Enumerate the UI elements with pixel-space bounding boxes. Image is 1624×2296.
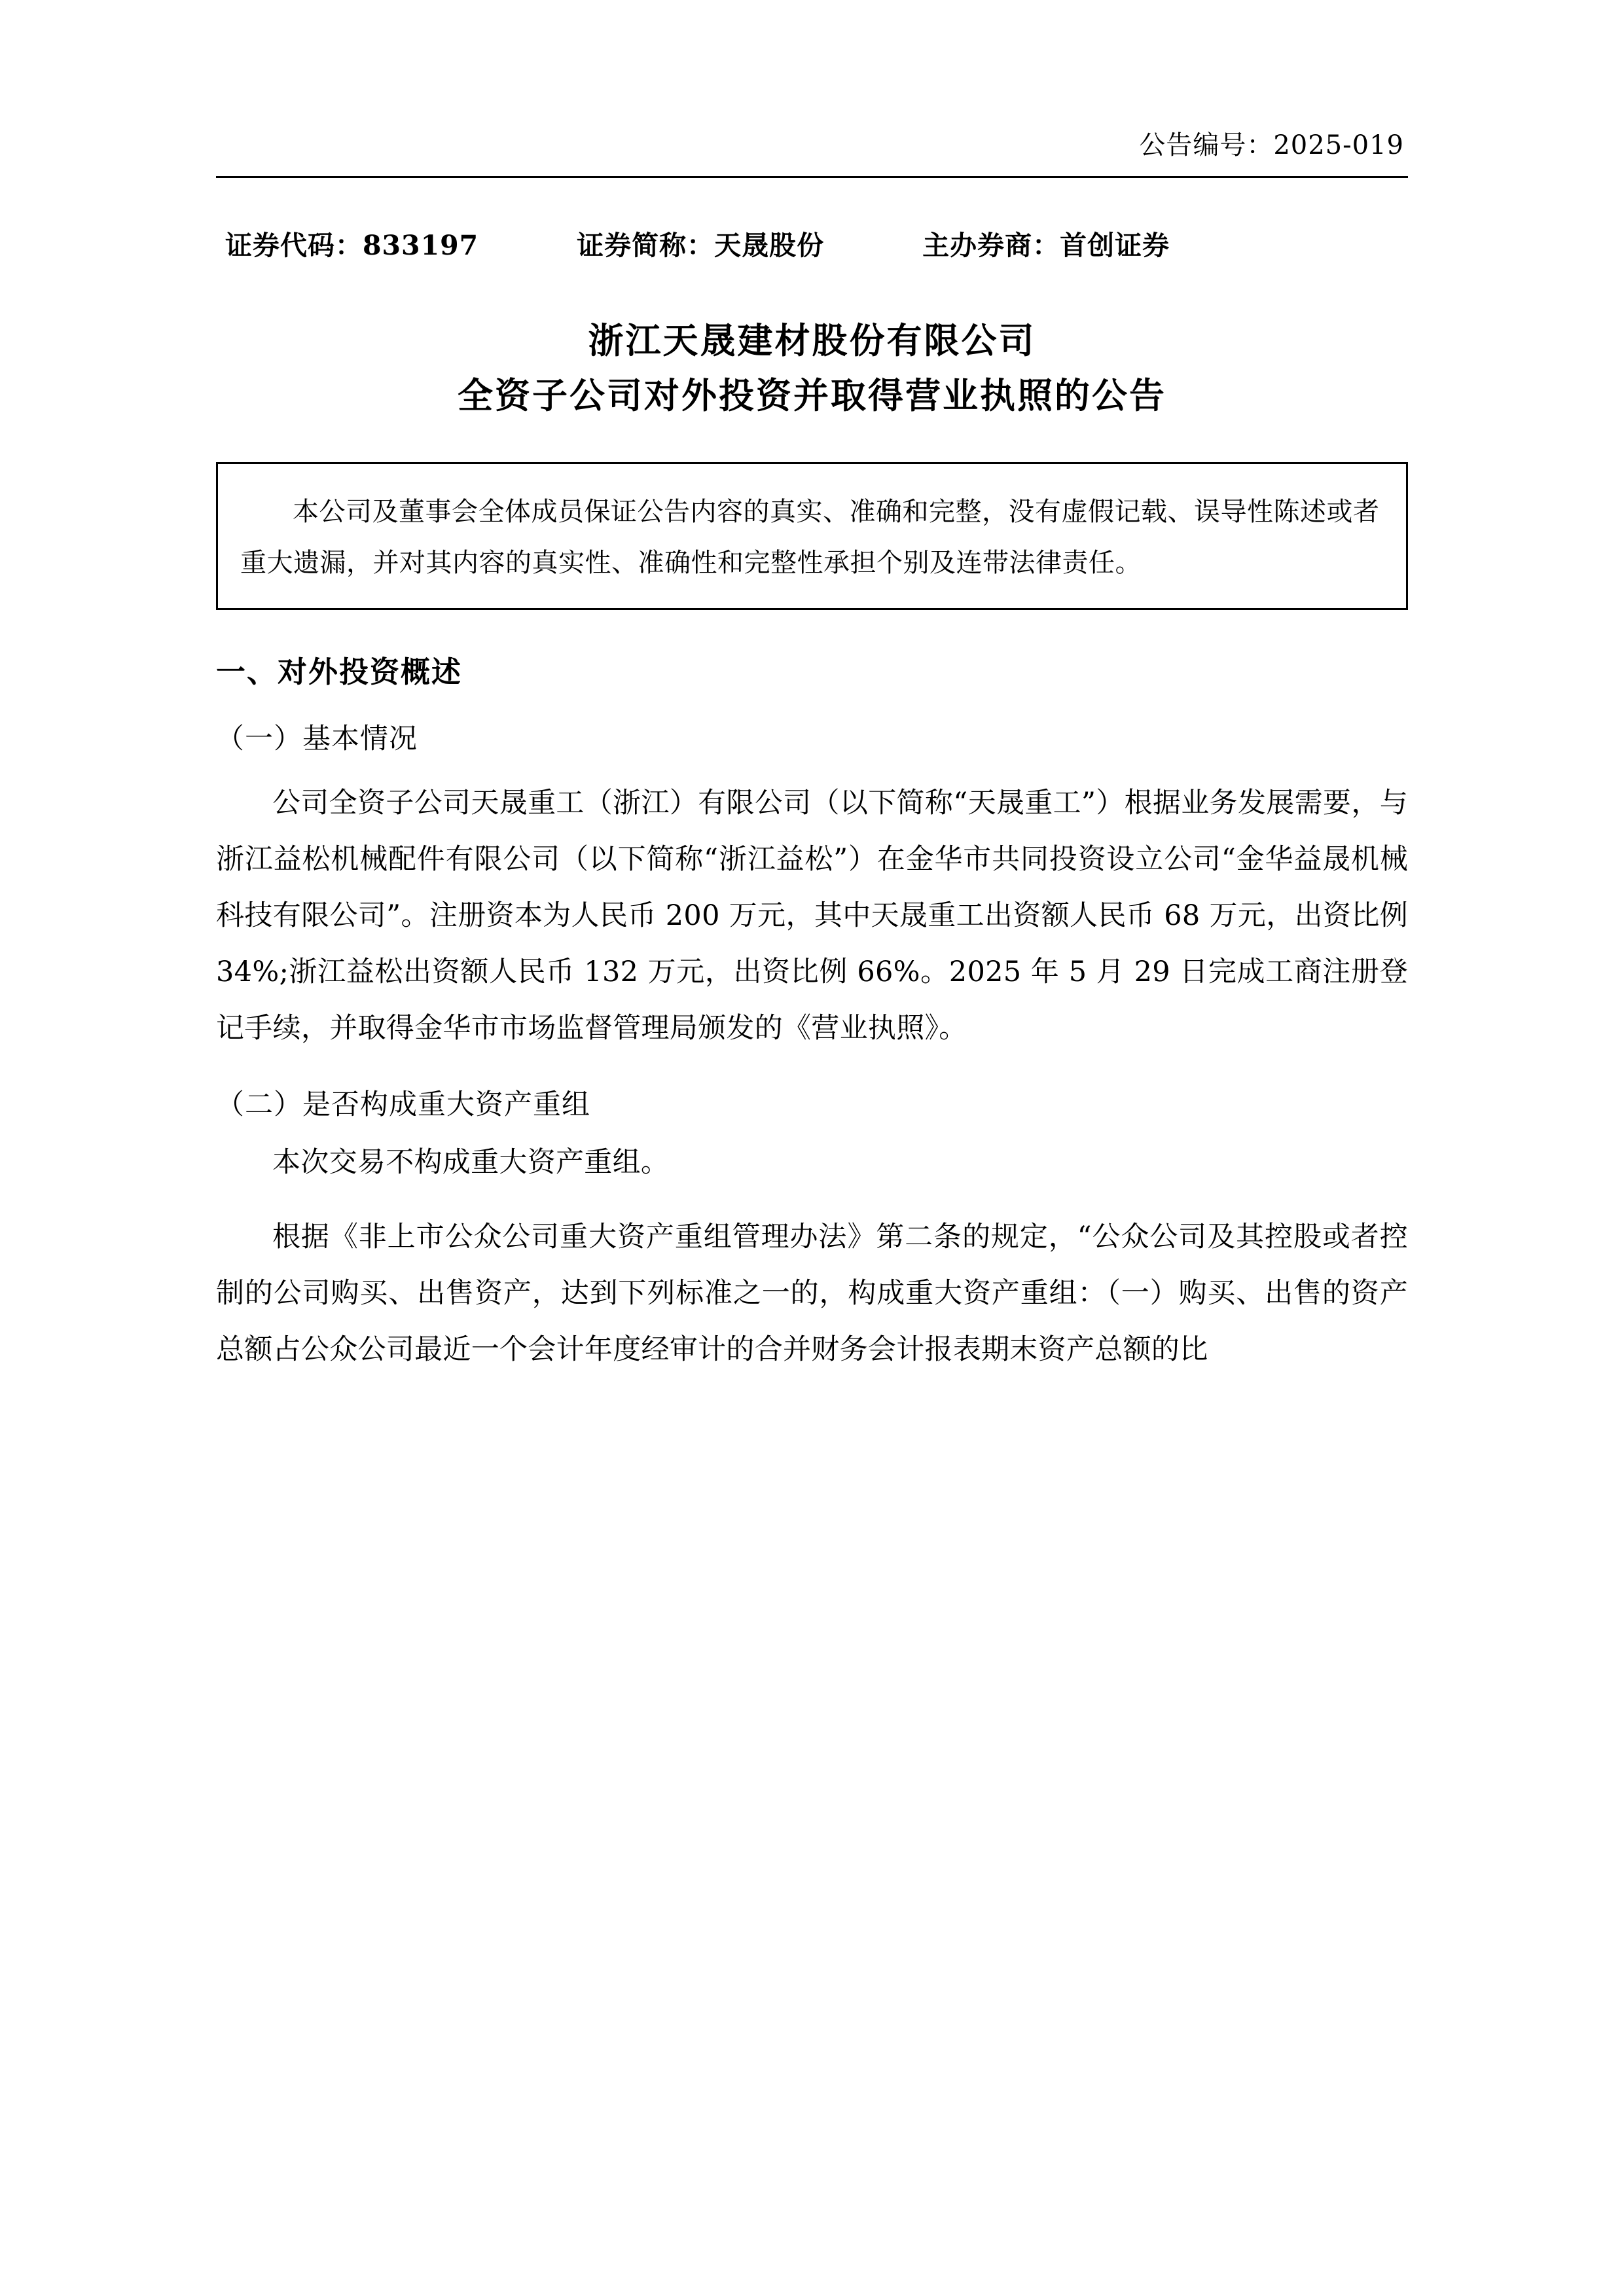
document-title: [216, 314, 1408, 423]
section-heading-1: 一、对外投资概述: [216, 655, 463, 690]
disclaimer-box: [216, 462, 1408, 610]
paragraph-basic-info: 公司全资子公司天晟重工（浙江）有限公司（以下简称“天晟重工”）根据业务发展需要，与浙江益松机械配件有限公司（以下简称“浙江益松”）在金华市共同投资设立公司“金华益晟机械科技有限公司”。注册资本为人民币 200 万元，其中天晟重工出资额人民币 68 万元，出资比例 34%;浙江益松出资额人民币 132 万元，出资比例 66%。2025 年 5 月 29 日完成工商注册登记手续，并取得金华市市场监督管理局颁发的《营业执照》。: [216, 787, 1408, 1045]
disclaimer-text: 本公司及董事会全体成员保证公告内容的真实、准确和完整，没有虚假记载、误导性陈述或者重大遗漏，并对其内容的真实性、准确性和完整性承担个别及连带法律责任。: [240, 497, 1380, 579]
title-line-subject: 全资子公司对外投资并取得营业执照的公告: [458, 374, 1166, 416]
header-divider: [216, 176, 1408, 178]
paragraph-regulation-quote: 根据《非上市公众公司重大资产重组管理办法》第二条的规定，“公众公司及其控股或者控制的公司购买、出售资产，达到下列标准之一的，构成重大资产重组：（一）购买、出售的资产总额占公众公司最近一个会计年度经审计的合并财务会计报表期末资产总额的比: [216, 1221, 1408, 1367]
sponsor-broker: 主办券商：首创证券: [922, 230, 1170, 261]
subsection-heading-1-2: （二）是否构成重大资产重组: [216, 1088, 590, 1122]
security-code: 证券代码：833197: [225, 230, 479, 261]
title-line-company: 浙江天晟建材股份有限公司: [588, 319, 1036, 361]
document-header: [216, 124, 1408, 162]
security-name: 证券简称：天晟股份: [577, 230, 825, 261]
subsection-heading-1-1: （一）基本情况: [216, 723, 418, 756]
announcement-number: 公告编号：2025-019: [1139, 130, 1404, 160]
security-meta-row: [216, 224, 1408, 262]
paragraph-no-major-restructuring: 本次交易不构成重大资产重组。: [272, 1146, 670, 1179]
